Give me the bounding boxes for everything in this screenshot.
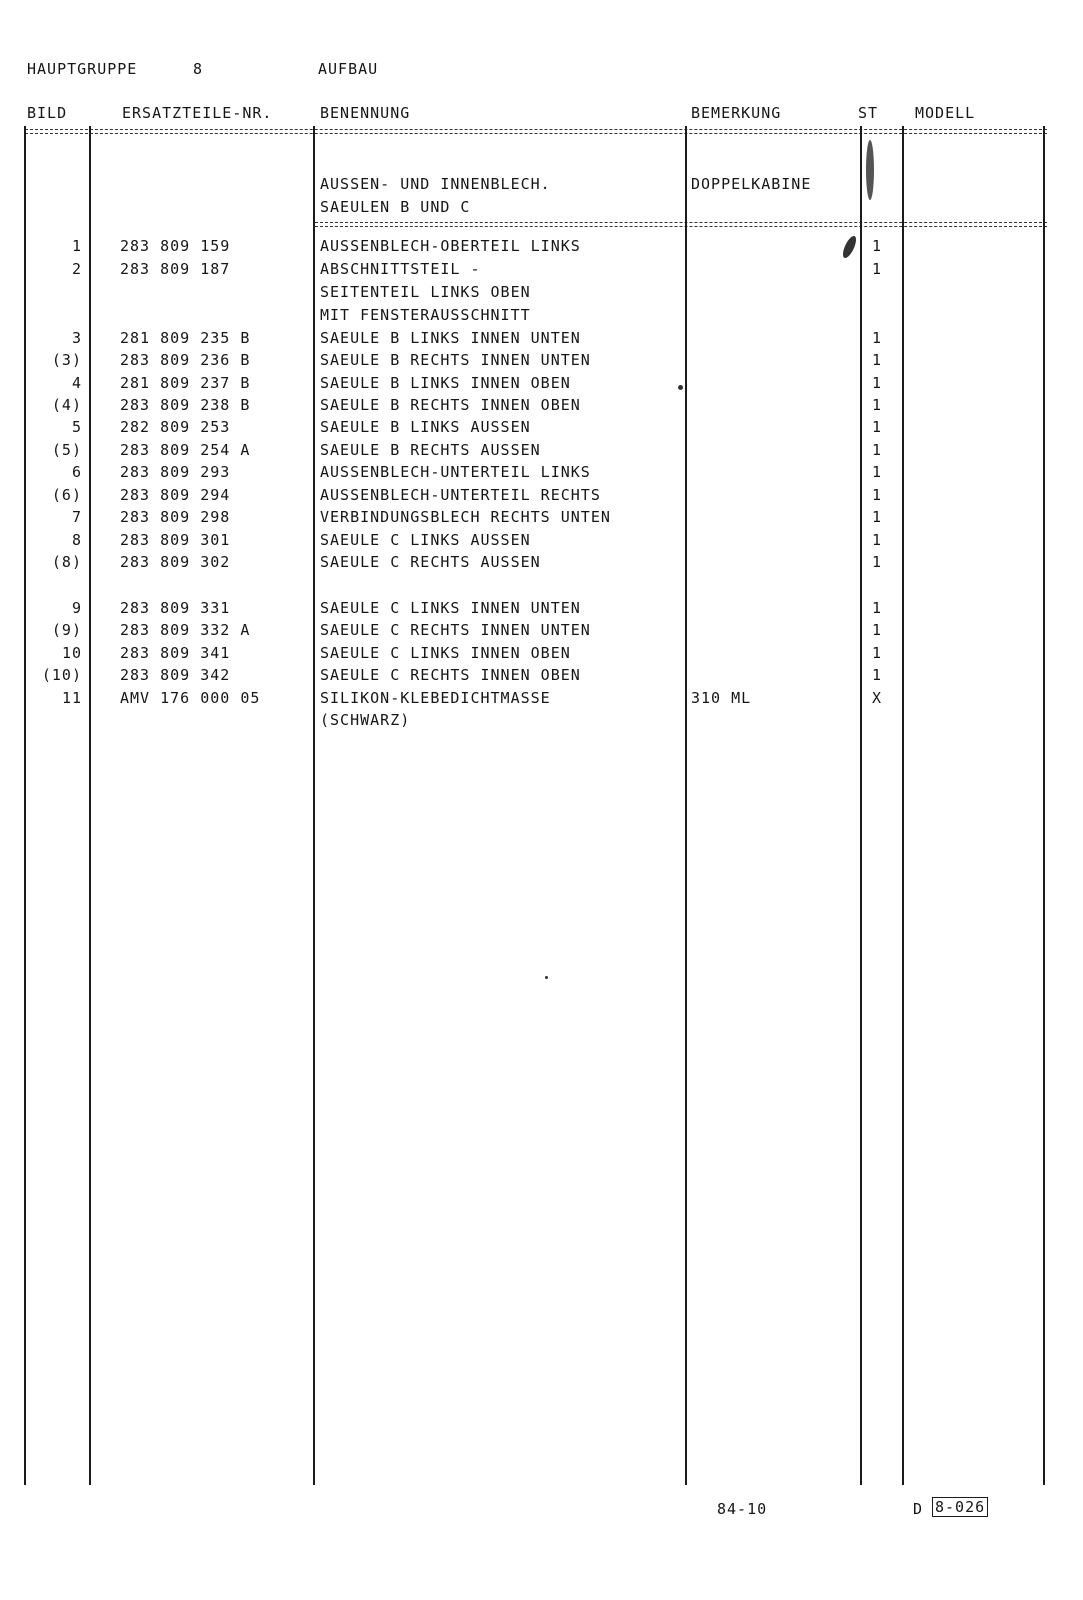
section-title-line2: SAEULEN B UND C <box>320 198 471 216</box>
row-benennung: SAEULE C RECHTS INNEN OBEN <box>320 666 581 684</box>
footer-date-code: 84-10 <box>717 1500 768 1518</box>
row-part-number: 281 809 235 B <box>120 329 251 347</box>
table-row <box>0 689 1083 711</box>
row-bild: (5) <box>51 441 82 459</box>
row-st: 1 <box>871 237 883 255</box>
table-row <box>0 711 1083 733</box>
group-title: AUFBAU <box>318 60 379 78</box>
row-part-number: 283 809 342 <box>120 666 231 684</box>
table-row <box>0 306 1083 328</box>
row-benennung: VERBINDUNGSBLECH RECHTS UNTEN <box>320 508 611 526</box>
column-header-modell: MODELL <box>915 104 976 122</box>
row-st: 1 <box>871 621 883 639</box>
row-st: 1 <box>871 508 883 526</box>
row-benennung: SAEULE B LINKS INNEN UNTEN <box>320 329 581 347</box>
table-row <box>0 237 1083 259</box>
row-st: 1 <box>871 666 883 684</box>
scan-speck <box>545 976 548 979</box>
row-benennung: SAEULE B RECHTS AUSSEN <box>320 441 541 459</box>
row-bild: 7 <box>71 508 82 526</box>
row-st: X <box>871 689 883 707</box>
row-part-number: 283 809 294 <box>120 486 231 504</box>
row-part-number: 283 809 302 <box>120 553 231 571</box>
footer-page-ref: 8-026 <box>932 1497 988 1517</box>
column-header-benennung: BENENNUNG <box>320 104 411 122</box>
row-bild: 10 <box>61 644 82 662</box>
row-st: 1 <box>871 329 883 347</box>
footer-lang: D <box>913 1500 924 1518</box>
table-row <box>0 553 1083 575</box>
table-row <box>0 599 1083 621</box>
row-benennung: SAEULE C LINKS INNEN OBEN <box>320 644 571 662</box>
row-part-number: 283 809 159 <box>120 237 231 255</box>
row-bemerkung: 310 ML <box>691 689 752 707</box>
row-benennung: SAEULE B LINKS INNEN OBEN <box>320 374 571 392</box>
row-benennung: SAEULE C LINKS AUSSEN <box>320 531 531 549</box>
table-row <box>0 644 1083 666</box>
row-st: 1 <box>871 260 883 278</box>
row-st: 1 <box>871 441 883 459</box>
row-bild: (3) <box>51 351 82 369</box>
table-row <box>0 508 1083 530</box>
hauptgruppe-label: HAUPTGRUPPE <box>27 60 138 78</box>
table-row <box>0 351 1083 373</box>
scan-speck <box>678 385 683 390</box>
row-benennung: SAEULE C LINKS INNEN UNTEN <box>320 599 581 617</box>
row-benennung: AUSSENBLECH-UNTERTEIL LINKS <box>320 463 591 481</box>
row-part-number: 283 809 301 <box>120 531 231 549</box>
row-st: 1 <box>871 644 883 662</box>
table-row <box>0 441 1083 463</box>
table-row <box>0 463 1083 485</box>
row-bild: 1 <box>71 237 82 255</box>
table-row <box>0 666 1083 688</box>
hauptgruppe-value: 8 <box>193 60 204 78</box>
row-bild: 5 <box>71 418 82 436</box>
row-st: 1 <box>871 599 883 617</box>
section-title-line1: AUSSEN- UND INNENBLECH. <box>320 175 551 193</box>
row-st: 1 <box>871 463 883 481</box>
row-benennung: (SCHWARZ) <box>320 711 411 729</box>
row-benennung: SAEULE C RECHTS INNEN UNTEN <box>320 621 591 639</box>
row-bild: 6 <box>71 463 82 481</box>
row-part-number: 283 809 293 <box>120 463 231 481</box>
row-part-number: 282 809 253 <box>120 418 231 436</box>
section-separator <box>315 222 1047 227</box>
row-part-number: 283 809 187 <box>120 260 231 278</box>
row-bild: (9) <box>51 621 82 639</box>
table-row <box>0 283 1083 305</box>
row-bild: 2 <box>71 260 82 278</box>
row-st: 1 <box>871 374 883 392</box>
row-st: 1 <box>871 396 883 414</box>
row-st: 1 <box>871 486 883 504</box>
column-header-st: ST <box>858 104 879 122</box>
row-bild: (8) <box>51 553 82 571</box>
column-header-ersatzteile-nr: ERSATZTEILE-NR. <box>122 104 273 122</box>
table-row <box>0 260 1083 282</box>
row-part-number: AMV 176 000 05 <box>120 689 261 707</box>
scan-speck <box>866 140 874 200</box>
row-st: 1 <box>871 531 883 549</box>
row-bild: (4) <box>51 396 82 414</box>
row-bild: 9 <box>71 599 82 617</box>
row-benennung: SAEULE C RECHTS AUSSEN <box>320 553 541 571</box>
row-part-number: 283 809 332 A <box>120 621 251 639</box>
table-row <box>0 531 1083 553</box>
row-benennung: SAEULE B RECHTS INNEN OBEN <box>320 396 581 414</box>
table-row <box>0 418 1083 440</box>
row-benennung: MIT FENSTERAUSSCHNITT <box>320 306 531 324</box>
table-row <box>0 374 1083 396</box>
row-bild: 4 <box>71 374 82 392</box>
row-benennung: SILIKON-KLEBEDICHTMASSE <box>320 689 551 707</box>
row-benennung: SAEULE B RECHTS INNEN UNTEN <box>320 351 591 369</box>
row-part-number: 283 809 254 A <box>120 441 251 459</box>
column-header-bemerkung: BEMERKUNG <box>691 104 782 122</box>
row-benennung: ABSCHNITTSTEIL - <box>320 260 481 278</box>
column-header-bild: BILD <box>27 104 68 122</box>
row-bild: 11 <box>61 689 82 707</box>
row-benennung: SAEULE B LINKS AUSSEN <box>320 418 531 436</box>
row-st: 1 <box>871 351 883 369</box>
row-st: 1 <box>871 418 883 436</box>
row-bild: (6) <box>51 486 82 504</box>
row-part-number: 283 809 298 <box>120 508 231 526</box>
row-benennung: AUSSENBLECH-UNTERTEIL RECHTS <box>320 486 601 504</box>
table-row <box>0 329 1083 351</box>
section-bemerkung: DOPPELKABINE <box>691 175 812 193</box>
row-part-number: 281 809 237 B <box>120 374 251 392</box>
row-benennung: AUSSENBLECH-OBERTEIL LINKS <box>320 237 581 255</box>
row-part-number: 283 809 331 <box>120 599 231 617</box>
row-benennung: SEITENTEIL LINKS OBEN <box>320 283 531 301</box>
row-part-number: 283 809 238 B <box>120 396 251 414</box>
row-part-number: 283 809 236 B <box>120 351 251 369</box>
row-bild: 8 <box>71 531 82 549</box>
row-part-number: 283 809 341 <box>120 644 231 662</box>
table-row <box>0 621 1083 643</box>
row-bild: 3 <box>71 329 82 347</box>
header-separator <box>25 129 1047 134</box>
table-row <box>0 486 1083 508</box>
row-bild: (10) <box>41 666 82 684</box>
table-row <box>0 396 1083 418</box>
row-st: 1 <box>871 553 883 571</box>
